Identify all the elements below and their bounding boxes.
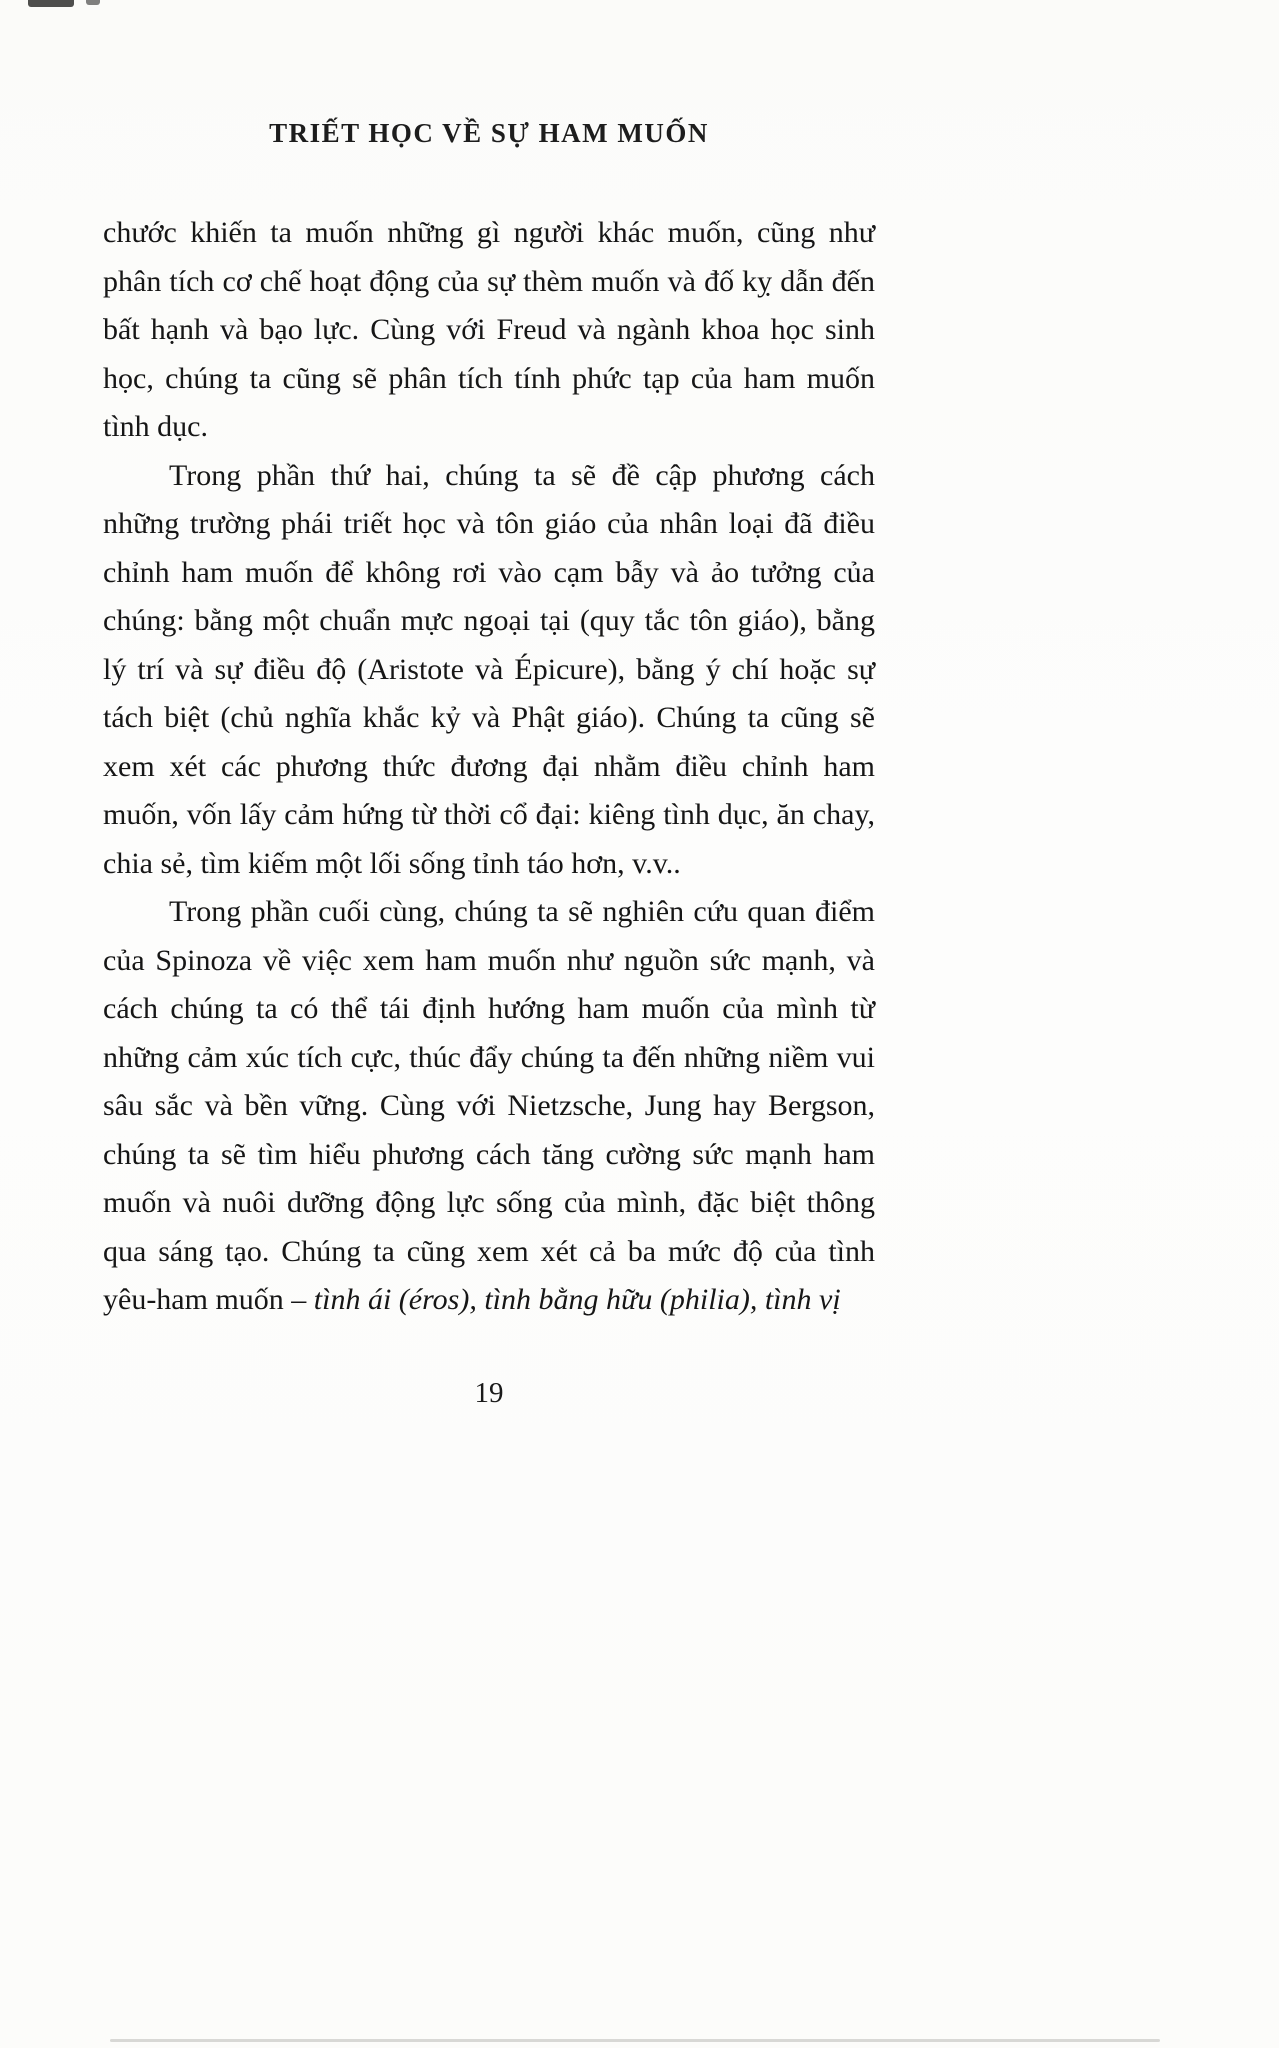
- paragraph: [103, 888, 875, 1325]
- scan-artifact-bottom: [110, 2039, 1160, 2042]
- paragraph: [103, 452, 875, 889]
- running-head: TRIẾT HỌC VỀ SỰ HAM MUỐN: [269, 118, 709, 148]
- text-run: chước khiến ta muốn những gì người khác muốn, cũng như phân tích cơ chế hoạt động của sự thèm muốn và đố kỵ dẫn đến bất hạnh và bạo lực. Cùng với Freud và ngành khoa học sinh học, chúng ta cũng sẽ phân tích tính phức tạp của ham muốn tình dục.: [103, 216, 875, 443]
- text-run: Trong phần cuối cùng, chúng ta sẽ nghiên cứu quan điểm của Spinoza về việc xem ham muốn như nguồn sức mạnh, và cách chúng ta có thể tái định hướng ham muốn của mình từ những cảm xúc tích cực, thúc đẩy chúng ta đến những niềm vui sâu sắc và bền vững. Cùng với Nietzsche, Jung hay Bergson, chúng ta sẽ tìm hiểu phương cách tăng cường sức mạnh ham muốn và nuôi dưỡng động lực sống của mình, đặc biệt thông qua sáng tạo. Chúng ta cũng xem xét cả ba mức độ của tình yêu-ham muốn –: [103, 895, 875, 1316]
- text-run: Trong phần thứ hai, chúng ta sẽ đề cập phương cách những trường phái triết học và tôn giáo của nhân loại đã điều chỉnh ham muốn để không rơi vào cạm bẫy và ảo tưởng của chúng: bằng một chuẩn mực ngoại tại (quy tắc tôn giáo), bằng lý trí và sự điều độ (Aristote và Épicure), bằng ý chí hoặc sự tách biệt (chủ nghĩa khắc kỷ và Phật giáo). Chúng ta cũng sẽ xem xét các phương thức đương đại nhằm điều chỉnh ham muốn, vốn lấy cảm hứng từ thời cổ đại: kiêng tình dục, ăn chay, chia sẻ, tìm kiếm một lối sống tỉnh táo hơn, v.v..: [103, 458, 875, 880]
- scan-artifact-top-left: [28, 0, 74, 7]
- scan-artifact-top-left-2: [86, 0, 100, 5]
- text-run: tình ái (éros), tình bằng hữu (philia), tình vị: [313, 1283, 841, 1316]
- page-number: 19: [474, 1376, 504, 1409]
- text-block: [103, 118, 875, 1410]
- paragraph: [103, 209, 875, 452]
- body-text: [103, 209, 875, 1325]
